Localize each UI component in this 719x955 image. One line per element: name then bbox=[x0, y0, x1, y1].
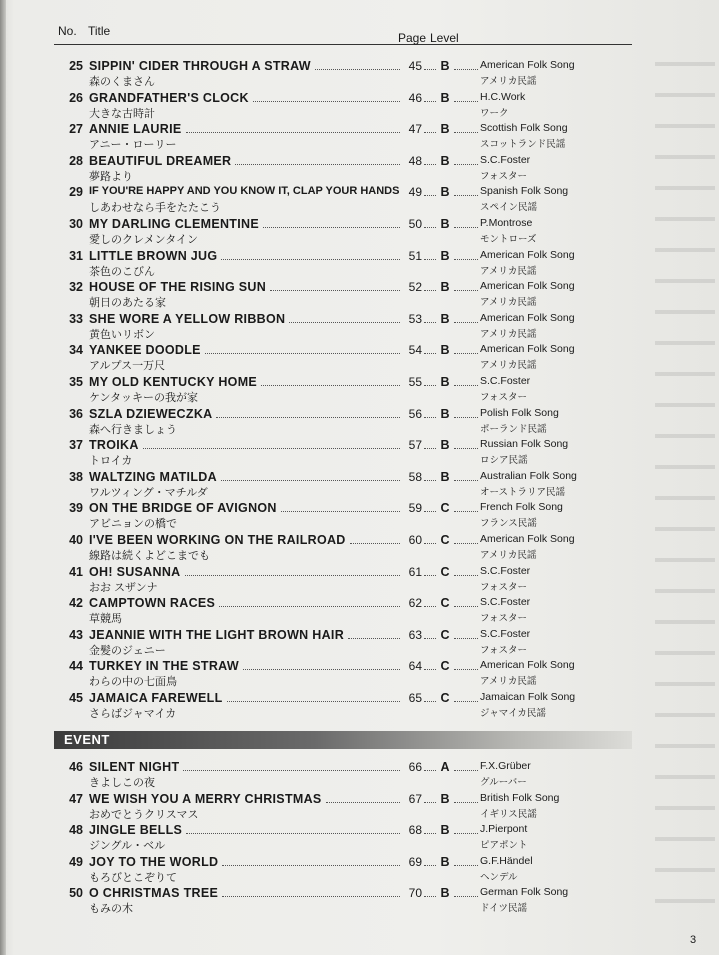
song-number: 49 bbox=[69, 854, 83, 869]
song-composer: P.Montrose bbox=[480, 217, 533, 229]
song-composer: J.Pierpont bbox=[480, 823, 528, 836]
song-number: 45 bbox=[69, 691, 83, 705]
leader-dots bbox=[454, 865, 478, 866]
leader-dots bbox=[454, 353, 478, 354]
song-title: I'VE BEEN WORKING ON THE RAILROAD bbox=[89, 533, 346, 547]
song-title: WE WISH YOU A MERRY CHRISTMAS bbox=[89, 791, 322, 806]
song-title: HOUSE OF THE RISING SUN bbox=[89, 280, 267, 295]
song-number: 39 bbox=[69, 501, 83, 516]
leader-dots bbox=[454, 101, 478, 102]
song-title-japanese: 愛しのクレメンタイン bbox=[89, 234, 199, 246]
leader-dots bbox=[454, 575, 478, 576]
song-composer-japanese: アメリカ民謡 bbox=[480, 328, 537, 340]
song-entry bbox=[54, 625, 654, 655]
song-level: B bbox=[440, 854, 450, 869]
song-entry bbox=[54, 562, 654, 592]
song-composer-japanese: ヘンデル bbox=[480, 871, 518, 883]
song-page: 48 bbox=[408, 153, 422, 168]
song-composer-japanese: フォスター bbox=[480, 613, 528, 625]
leader-dots bbox=[454, 227, 478, 228]
song-title-japanese: 夢路より bbox=[89, 170, 133, 183]
song-entry bbox=[54, 688, 654, 718]
song-title-japanese: 大きな古時計 bbox=[89, 107, 155, 120]
song-title: ON THE BRIDGE OF AVIGNON bbox=[89, 501, 277, 516]
leader-dots bbox=[424, 770, 436, 771]
leader-dots bbox=[454, 802, 478, 803]
leader-dots bbox=[454, 164, 478, 165]
song-number: 32 bbox=[69, 280, 83, 295]
song-title: SILENT NIGHT bbox=[89, 760, 180, 774]
leader-dots bbox=[424, 417, 436, 418]
song-page: 62 bbox=[408, 596, 422, 611]
song-title-japanese: きよしこの夜 bbox=[89, 777, 155, 789]
event-section-label: EVENT bbox=[64, 732, 110, 747]
song-page: 52 bbox=[408, 280, 422, 295]
song-entry bbox=[54, 404, 654, 434]
song-entry bbox=[54, 119, 654, 152]
header-level: Level bbox=[430, 31, 459, 45]
song-composer: Australian Folk Song bbox=[480, 469, 577, 482]
song-title: LITTLE BROWN JUG bbox=[89, 248, 218, 263]
song-number: 50 bbox=[69, 886, 83, 901]
leader-dots bbox=[326, 802, 400, 803]
leader-dots bbox=[454, 638, 478, 639]
song-number: 38 bbox=[69, 469, 83, 484]
song-entry bbox=[54, 656, 654, 689]
song-page: 58 bbox=[408, 469, 422, 484]
song-entry bbox=[54, 151, 654, 181]
leader-dots bbox=[185, 575, 400, 576]
leader-dots bbox=[454, 132, 478, 133]
song-level: B bbox=[440, 406, 450, 421]
leader-dots bbox=[253, 101, 400, 102]
song-number: 41 bbox=[69, 564, 83, 579]
song-title-japanese: しあわせなら手をたたこう bbox=[89, 202, 221, 215]
leader-dots bbox=[216, 417, 400, 418]
song-level: B bbox=[440, 823, 450, 838]
song-composer: American Folk Song bbox=[480, 533, 575, 545]
song-page: 49 bbox=[408, 185, 422, 200]
song-number: 33 bbox=[69, 311, 83, 326]
song-title: MY OLD KENTUCKY HOME bbox=[89, 375, 258, 389]
song-composer-japanese: ピアポント bbox=[480, 840, 528, 852]
song-title-japanese: 森へ行きましょう bbox=[89, 423, 177, 436]
song-composer: American Folk Song bbox=[480, 659, 575, 672]
song-number: 48 bbox=[69, 823, 83, 838]
song-title: JINGLE BELLS bbox=[89, 823, 183, 838]
leader-dots bbox=[270, 290, 400, 291]
song-composer-japanese: アメリカ民謡 bbox=[480, 550, 537, 561]
leader-dots bbox=[348, 638, 400, 639]
leader-dots bbox=[222, 896, 400, 897]
song-level: B bbox=[440, 791, 450, 806]
song-page: 68 bbox=[408, 823, 422, 838]
song-level: C bbox=[440, 691, 450, 705]
leader-dots bbox=[261, 385, 400, 386]
leader-dots bbox=[289, 322, 400, 323]
leader-dots bbox=[454, 770, 478, 771]
leader-dots bbox=[454, 701, 478, 702]
song-page: 61 bbox=[408, 564, 422, 579]
leader-dots bbox=[424, 259, 436, 260]
song-page: 54 bbox=[408, 343, 422, 358]
leader-dots bbox=[424, 132, 436, 133]
song-composer: American Folk Song bbox=[480, 248, 575, 261]
leader-dots bbox=[424, 195, 436, 196]
leader-dots bbox=[221, 480, 400, 481]
song-composer-japanese: フォスター bbox=[480, 170, 528, 182]
leader-dots bbox=[424, 101, 436, 102]
song-entry bbox=[54, 498, 654, 531]
song-composer-japanese: イギリス民謡 bbox=[480, 808, 537, 820]
song-entry bbox=[54, 372, 654, 402]
song-title-japanese: ケンタッキーの我が家 bbox=[89, 392, 199, 404]
song-title: WALTZING MATILDA bbox=[89, 469, 217, 484]
song-page: 47 bbox=[408, 122, 422, 137]
song-title-japanese: もろびとこぞりて bbox=[89, 871, 177, 884]
song-page: 60 bbox=[408, 533, 422, 547]
song-title-japanese: おお スザンナ bbox=[89, 581, 158, 594]
song-title: BEAUTIFUL DREAMER bbox=[89, 153, 232, 168]
leader-dots bbox=[350, 543, 400, 544]
song-page: 70 bbox=[408, 886, 422, 901]
song-entry bbox=[54, 56, 654, 86]
song-level: B bbox=[440, 185, 450, 200]
song-title-japanese: アルプス一万尺 bbox=[89, 360, 166, 373]
song-number: 30 bbox=[69, 217, 83, 231]
song-composer: S.C.Foster bbox=[480, 627, 531, 640]
leader-dots bbox=[219, 606, 400, 607]
song-composer: H.C.Work bbox=[480, 90, 526, 103]
leader-dots bbox=[424, 69, 436, 70]
song-composer-japanese: フォスター bbox=[480, 581, 528, 593]
song-level: B bbox=[440, 343, 450, 358]
leader-dots bbox=[235, 164, 400, 165]
song-composer: American Folk Song bbox=[480, 59, 575, 71]
song-page: 53 bbox=[408, 311, 422, 326]
song-number: 36 bbox=[69, 406, 83, 421]
song-title: TROIKA bbox=[89, 438, 139, 453]
song-title: MY DARLING CLEMENTINE bbox=[89, 217, 259, 231]
song-composer: S.C.Foster bbox=[480, 564, 531, 577]
song-level: B bbox=[440, 59, 450, 73]
leader-dots bbox=[454, 195, 478, 196]
song-composer-japanese: フォスター bbox=[480, 392, 528, 403]
song-entry bbox=[54, 246, 654, 276]
song-number: 26 bbox=[69, 90, 83, 105]
song-entry bbox=[54, 883, 654, 916]
leader-dots bbox=[243, 669, 400, 670]
song-number: 31 bbox=[69, 248, 83, 263]
song-page: 45 bbox=[408, 59, 422, 73]
leader-dots bbox=[424, 353, 436, 354]
leader-dots bbox=[186, 833, 400, 834]
song-title-japanese: おめでとうクリスマス bbox=[89, 808, 199, 821]
song-composer-japanese: グルーバー bbox=[480, 777, 527, 788]
song-title: OH! SUSANNA bbox=[89, 564, 181, 579]
song-composer-japanese: アメリカ民謡 bbox=[480, 360, 537, 372]
song-title-japanese: アニー・ローリー bbox=[89, 139, 177, 152]
song-composer: G.F.Händel bbox=[480, 854, 533, 867]
song-title-japanese: わらの中の七面鳥 bbox=[89, 676, 177, 689]
leader-dots bbox=[424, 511, 436, 512]
song-page: 56 bbox=[408, 406, 422, 421]
song-composer-japanese: ポーランド民謡 bbox=[480, 423, 547, 435]
leader-dots bbox=[454, 417, 478, 418]
leader-dots bbox=[222, 865, 400, 866]
song-number: 40 bbox=[69, 533, 83, 547]
song-number: 47 bbox=[69, 791, 83, 806]
leader-dots bbox=[263, 227, 400, 228]
song-entry bbox=[54, 852, 654, 882]
header-title: Title bbox=[88, 24, 111, 38]
song-number: 35 bbox=[69, 375, 83, 389]
song-level: B bbox=[440, 886, 450, 901]
song-level: C bbox=[440, 659, 450, 674]
leader-dots bbox=[454, 606, 478, 607]
song-entry bbox=[54, 530, 654, 560]
leader-dots bbox=[205, 353, 400, 354]
leader-dots bbox=[454, 322, 478, 323]
leader-dots bbox=[454, 543, 478, 544]
song-composer: British Folk Song bbox=[480, 791, 560, 804]
song-composer: American Folk Song bbox=[480, 343, 575, 356]
song-entry bbox=[54, 757, 654, 787]
leader-dots bbox=[424, 322, 436, 323]
leader-dots bbox=[454, 259, 478, 260]
song-title: SIPPIN' CIDER THROUGH A STRAW bbox=[89, 59, 311, 73]
song-title-japanese: ワルツィング・マチルダ bbox=[89, 486, 208, 499]
song-page: 46 bbox=[408, 90, 422, 105]
song-level: C bbox=[440, 564, 450, 579]
song-level: B bbox=[440, 122, 450, 137]
song-entry bbox=[54, 820, 654, 853]
song-title: ANNIE LAURIE bbox=[89, 122, 182, 137]
song-title-japanese: さらばジャマイカ bbox=[89, 708, 177, 720]
song-entry bbox=[54, 435, 654, 468]
leader-dots bbox=[424, 164, 436, 165]
leader-dots bbox=[281, 511, 400, 512]
song-title-japanese: 茶色のこびん bbox=[89, 265, 155, 278]
song-title: YANKEE DOODLE bbox=[89, 343, 201, 358]
leader-dots bbox=[221, 259, 400, 260]
song-title: JEANNIE WITH THE LIGHT BROWN HAIR bbox=[89, 627, 345, 642]
song-page: 65 bbox=[408, 691, 422, 705]
song-title-japanese: ジングル・ベル bbox=[89, 840, 166, 853]
song-title-japanese: 黄色いリボン bbox=[89, 328, 155, 341]
leader-dots bbox=[454, 833, 478, 834]
song-composer: Russian Folk Song bbox=[480, 438, 569, 451]
song-composer: Polish Folk Song bbox=[480, 406, 559, 419]
song-page: 55 bbox=[408, 375, 422, 389]
header-no: No. bbox=[58, 24, 77, 38]
leader-dots bbox=[454, 69, 478, 70]
song-title-japanese: もみの木 bbox=[89, 903, 133, 916]
song-number: 25 bbox=[69, 59, 83, 73]
leader-dots bbox=[424, 896, 436, 897]
page-number: 3 bbox=[690, 934, 697, 946]
song-level: C bbox=[440, 533, 450, 547]
song-composer-japanese: ジャマイカ民謡 bbox=[480, 708, 546, 719]
song-level: B bbox=[440, 90, 450, 105]
leader-dots bbox=[454, 385, 478, 386]
song-number: 28 bbox=[69, 153, 83, 168]
leader-dots bbox=[183, 770, 400, 771]
song-composer: Scottish Folk Song bbox=[480, 122, 568, 135]
song-composer-japanese: アメリカ民謡 bbox=[480, 297, 537, 309]
song-entry bbox=[54, 277, 654, 310]
leader-dots bbox=[315, 69, 400, 70]
song-composer-japanese: スコットランド民謡 bbox=[480, 139, 566, 151]
leader-dots bbox=[424, 802, 436, 803]
song-composer: S.C.Foster bbox=[480, 153, 531, 166]
leader-dots bbox=[143, 448, 400, 449]
song-composer: American Folk Song bbox=[480, 311, 575, 324]
song-page: 67 bbox=[408, 791, 422, 806]
leader-dots bbox=[424, 227, 436, 228]
song-level: B bbox=[440, 375, 450, 389]
leader-dots bbox=[424, 575, 436, 576]
song-number: 29 bbox=[69, 185, 83, 200]
song-composer: Spanish Folk Song bbox=[480, 185, 569, 198]
song-title-japanese: 金髪のジェニー bbox=[89, 644, 166, 657]
header-page: Page bbox=[398, 31, 427, 45]
song-composer-japanese: アメリカ民謡 bbox=[480, 265, 537, 277]
event-section-bar bbox=[54, 731, 632, 749]
bleed-through-shadow bbox=[655, 40, 715, 910]
table-header bbox=[54, 20, 632, 45]
leader-dots bbox=[186, 132, 400, 133]
leader-dots bbox=[454, 896, 478, 897]
leader-dots bbox=[424, 638, 436, 639]
song-composer-japanese: アメリカ民謡 bbox=[480, 676, 537, 688]
song-page: 50 bbox=[408, 217, 422, 231]
song-composer: American Folk Song bbox=[480, 280, 575, 293]
song-number: 34 bbox=[69, 343, 83, 358]
song-composer-japanese: ロシア民謡 bbox=[480, 455, 528, 467]
song-title: JOY TO THE WORLD bbox=[89, 854, 219, 869]
song-title: CAMPTOWN RACES bbox=[89, 596, 216, 611]
leader-dots bbox=[454, 290, 478, 291]
song-level: B bbox=[440, 217, 450, 231]
song-composer-japanese: ドイツ民謡 bbox=[480, 903, 528, 915]
song-level: B bbox=[440, 153, 450, 168]
song-level: B bbox=[440, 469, 450, 484]
song-level: C bbox=[440, 501, 450, 516]
song-level: B bbox=[440, 438, 450, 453]
song-title: GRANDFATHER'S CLOCK bbox=[89, 90, 249, 105]
song-level: B bbox=[440, 311, 450, 326]
song-composer-japanese: スペイン民謡 bbox=[480, 202, 538, 214]
song-page: 69 bbox=[408, 854, 422, 869]
song-entry bbox=[54, 214, 654, 244]
song-title: SZLA DZIEWECZKA bbox=[89, 406, 213, 421]
song-title-japanese: 朝日のあたる家 bbox=[89, 297, 166, 310]
song-title: JAMAICA FAREWELL bbox=[89, 691, 223, 705]
leader-dots bbox=[424, 701, 436, 702]
song-composer: S.C.Foster bbox=[480, 375, 531, 387]
song-page: 51 bbox=[408, 248, 422, 263]
song-composer: French Folk Song bbox=[480, 501, 563, 514]
song-composer-japanese: ワーク bbox=[480, 107, 509, 119]
song-entry bbox=[54, 309, 654, 339]
song-composer-japanese: フォスター bbox=[480, 644, 528, 656]
leader-dots bbox=[424, 385, 436, 386]
song-entry bbox=[54, 340, 654, 373]
song-number: 43 bbox=[69, 627, 83, 642]
leader-dots bbox=[424, 543, 436, 544]
song-level: A bbox=[440, 760, 450, 774]
song-title: TURKEY IN THE STRAW bbox=[89, 659, 239, 674]
song-composer: F.X.Grüber bbox=[480, 760, 531, 772]
song-number: 46 bbox=[69, 760, 83, 774]
song-composer: Jamaican Folk Song bbox=[480, 691, 576, 703]
song-number: 27 bbox=[69, 122, 83, 137]
leader-dots bbox=[424, 669, 436, 670]
leader-dots bbox=[227, 701, 400, 702]
song-entry bbox=[54, 593, 654, 626]
song-composer-japanese: フランス民謡 bbox=[480, 518, 537, 530]
song-title-japanese: アビニョンの橋で bbox=[89, 518, 177, 531]
song-title: SHE WORE A YELLOW RIBBON bbox=[89, 311, 286, 326]
song-page: 57 bbox=[408, 438, 422, 453]
song-title-japanese: トロイカ bbox=[89, 455, 133, 468]
song-page: 59 bbox=[408, 501, 422, 516]
song-page: 63 bbox=[408, 627, 422, 642]
leader-dots bbox=[424, 290, 436, 291]
leader-dots bbox=[424, 448, 436, 449]
song-composer: German Folk Song bbox=[480, 886, 569, 899]
song-title-japanese: 森のくまさん bbox=[89, 76, 155, 88]
leader-dots bbox=[424, 833, 436, 834]
song-title: O CHRISTMAS TREE bbox=[89, 886, 219, 901]
song-title-japanese: 線路は続くよどこまでも bbox=[89, 550, 210, 562]
leader-dots bbox=[454, 511, 478, 512]
song-entry bbox=[54, 467, 654, 497]
song-page: 64 bbox=[408, 659, 422, 674]
song-entry bbox=[54, 789, 654, 819]
song-composer-japanese: アメリカ民謡 bbox=[480, 76, 537, 87]
leader-dots bbox=[424, 865, 436, 866]
song-level: C bbox=[440, 596, 450, 611]
song-number: 44 bbox=[69, 659, 83, 674]
song-number: 37 bbox=[69, 438, 83, 453]
song-title-japanese: 草競馬 bbox=[89, 613, 122, 626]
leader-dots bbox=[454, 480, 478, 481]
song-level: C bbox=[440, 627, 450, 642]
song-number: 42 bbox=[69, 596, 83, 611]
leader-dots bbox=[454, 669, 478, 670]
leader-dots bbox=[454, 448, 478, 449]
song-composer-japanese: オーストラリア民謡 bbox=[480, 486, 566, 498]
song-composer: S.C.Foster bbox=[480, 596, 531, 609]
song-level: B bbox=[440, 280, 450, 295]
song-entry bbox=[54, 88, 654, 118]
song-page: 66 bbox=[408, 760, 422, 774]
song-level: B bbox=[440, 248, 450, 263]
song-entry bbox=[54, 182, 654, 215]
book-binding-edge bbox=[0, 0, 6, 955]
leader-dots bbox=[424, 480, 436, 481]
song-composer-japanese: モントローズ bbox=[480, 234, 537, 245]
leader-dots bbox=[424, 606, 436, 607]
song-title: IF YOU'RE HAPPY AND YOU KNOW IT, CLAP YOUR HANDS bbox=[89, 185, 400, 198]
